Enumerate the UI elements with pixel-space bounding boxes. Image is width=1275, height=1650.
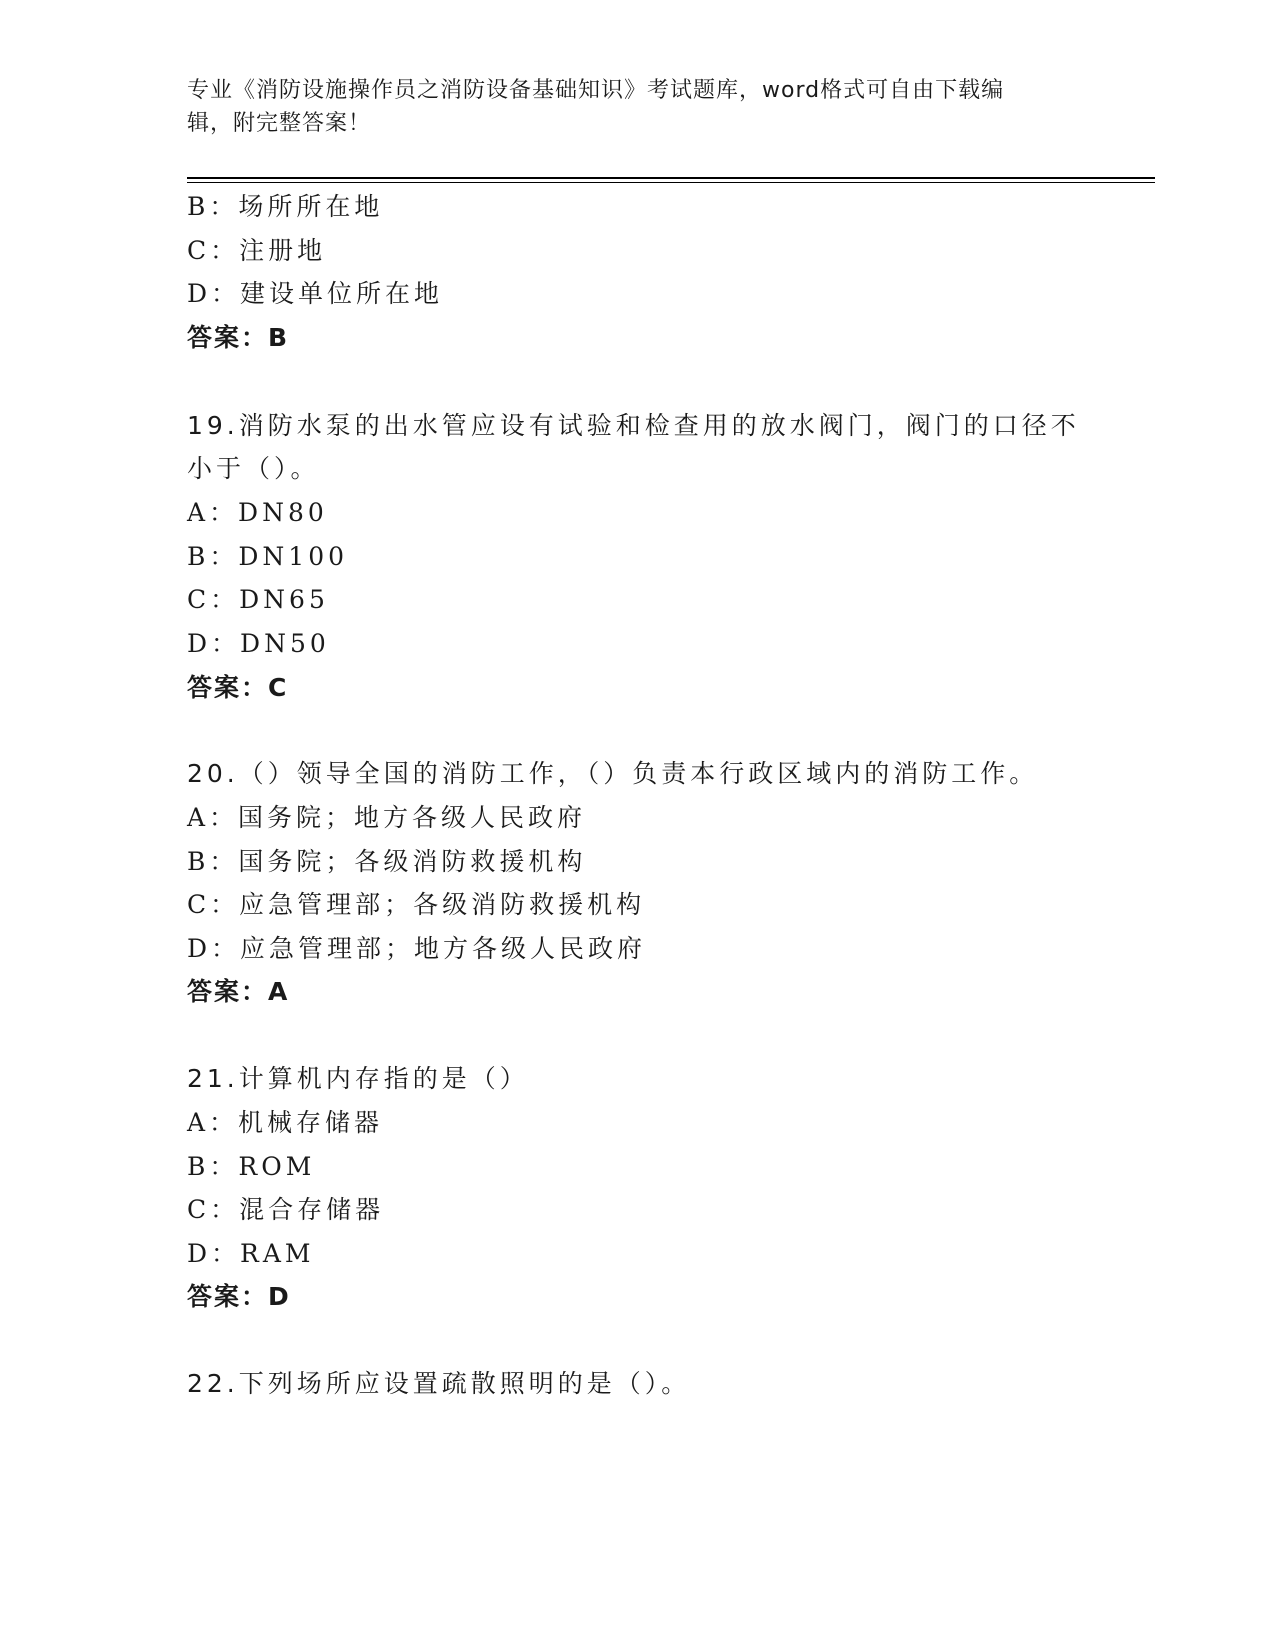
option-d: D：DN50 (187, 629, 330, 658)
answer-line: 答案：A (187, 977, 290, 1006)
option-b: B：国务院；各级消防救援机构 (187, 847, 587, 876)
option-c: C：混合存储器 (187, 1195, 385, 1224)
option-a: A：国务院；地方各级人民政府 (187, 803, 587, 832)
header-line-2: 辑，附完整答案！ (187, 111, 372, 136)
question-stem-continued: 小于（）。 (187, 454, 320, 483)
option-d: D：应急管理部；地方各级人民政府 (187, 934, 647, 963)
document-header (187, 74, 1067, 140)
question-stem: 21.计算机内存指的是（） (187, 1064, 529, 1093)
header-divider-thick (187, 177, 1155, 179)
answer-line: 答案：C (187, 673, 289, 702)
question-stem: 22.下列场所应设置疏散照明的是（）。 (187, 1369, 691, 1398)
option-c: C：应急管理部；各级消防救援机构 (187, 890, 646, 919)
header-line-1: 专业《消防设施操作员之消防设备基础知识》考试题库，word格式可自由下载编 (187, 78, 1005, 103)
header-divider-thin (187, 182, 1155, 183)
option-d: D：RAM (187, 1239, 315, 1268)
option-a: A：机械存储器 (187, 1108, 384, 1137)
option-c: C：注册地 (187, 236, 327, 265)
question-stem: 20.（）领导全国的消防工作，（）负责本行政区域内的消防工作。 (187, 759, 1039, 788)
option-b: B：ROM (187, 1152, 316, 1181)
option-d: D：建设单位所在地 (187, 279, 444, 308)
option-c: C：DN65 (187, 585, 329, 614)
answer-line: 答案：D (187, 1282, 291, 1311)
option-a: A：DN80 (187, 498, 328, 527)
option-b: B：场所所在地 (187, 192, 384, 221)
option-b: B：DN100 (187, 542, 349, 571)
question-stem: 19.消防水泵的出水管应设有试验和检查用的放水阀门，阀门的口径不 (187, 411, 1080, 440)
answer-line: 答案：B (187, 323, 290, 352)
